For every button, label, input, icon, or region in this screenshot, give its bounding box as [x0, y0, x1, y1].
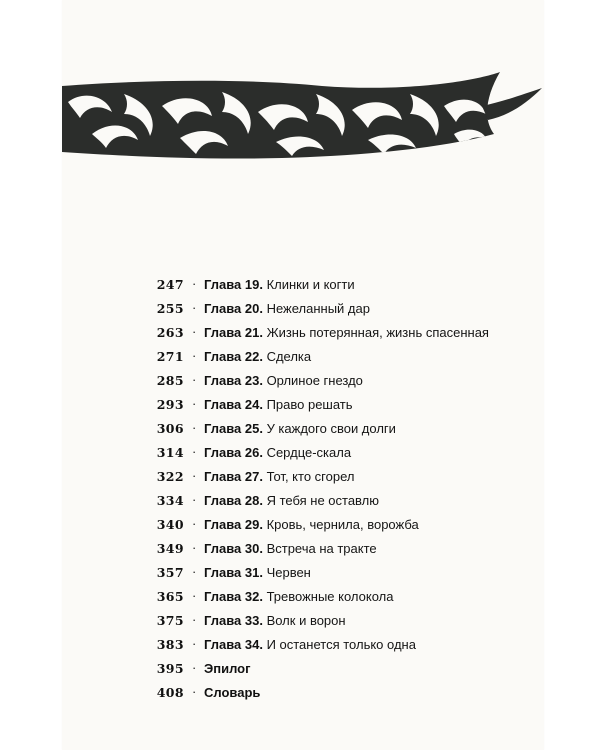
- toc-page-number: 306: [156, 421, 184, 436]
- ornament-band: [62, 72, 544, 168]
- toc-row[interactable]: [148, 467, 538, 491]
- toc-chapter-title: Тревожные колокола: [262, 589, 394, 604]
- toc-chapter-title: Орлиное гнездо: [262, 373, 363, 388]
- toc-chapter-title: Сердце-скала: [262, 445, 352, 460]
- toc-page-number: 322: [156, 469, 184, 484]
- toc-entry: [204, 685, 260, 700]
- toc-separator-dot: ·: [192, 588, 197, 603]
- toc-page-number: 334: [156, 493, 184, 508]
- toc-entry: [204, 397, 353, 412]
- toc-page-number: 293: [156, 397, 184, 412]
- toc-separator-dot: ·: [192, 684, 197, 699]
- toc-page-number: 375: [156, 613, 184, 628]
- toc-separator-dot: ·: [192, 372, 197, 387]
- toc-page-number: 263: [156, 325, 184, 340]
- toc-page-number: 408: [156, 685, 184, 700]
- toc-chapter-label: Глава 20.: [204, 301, 263, 316]
- toc-separator-dot: ·: [192, 396, 197, 411]
- toc-entry: [204, 637, 416, 652]
- toc-page-number: 271: [156, 349, 184, 364]
- toc-chapter-title: Нежеланный дар: [262, 301, 370, 316]
- toc-row[interactable]: [148, 443, 538, 467]
- toc-separator-dot: ·: [192, 516, 197, 531]
- toc-entry: [204, 301, 370, 316]
- toc-row[interactable]: [148, 683, 538, 707]
- ornament-tip: [482, 88, 542, 120]
- toc-chapter-title: И останется только одна: [262, 637, 416, 652]
- toc-chapter-title: Тот, кто сгорел: [262, 469, 355, 484]
- toc-chapter-label: Глава 28.: [204, 493, 263, 508]
- table-of-contents: [148, 275, 538, 707]
- toc-chapter-label: Глава 21.: [204, 325, 263, 340]
- toc-chapter-title: Червен: [262, 565, 311, 580]
- toc-row[interactable]: [148, 275, 538, 299]
- toc-chapter-label: Глава 27.: [204, 469, 263, 484]
- toc-separator-dot: ·: [192, 300, 197, 315]
- toc-row[interactable]: [148, 491, 538, 515]
- toc-row[interactable]: [148, 515, 538, 539]
- toc-separator-dot: ·: [192, 468, 197, 483]
- toc-separator-dot: ·: [192, 636, 197, 651]
- toc-separator-dot: ·: [192, 492, 197, 507]
- toc-entry: [204, 277, 355, 292]
- toc-row[interactable]: [148, 635, 538, 659]
- toc-chapter-title: Кровь, чернила, ворожба: [262, 517, 419, 532]
- toc-chapter-label: Глава 24.: [204, 397, 263, 412]
- toc-separator-dot: ·: [192, 660, 197, 675]
- toc-page-number: 349: [156, 541, 184, 556]
- toc-entry: [204, 325, 489, 340]
- toc-separator-dot: ·: [192, 324, 197, 339]
- toc-chapter-label: Глава 30.: [204, 541, 263, 556]
- toc-separator-dot: ·: [192, 444, 197, 459]
- toc-page-number: 365: [156, 589, 184, 604]
- toc-chapter-label: Эпилог: [204, 661, 251, 676]
- book-page: [62, 0, 544, 750]
- toc-row[interactable]: [148, 611, 538, 635]
- toc-chapter-title: Клинки и когти: [262, 277, 355, 292]
- toc-chapter-title: У каждого свои долги: [262, 421, 396, 436]
- toc-row[interactable]: [148, 395, 538, 419]
- toc-page-number: 285: [156, 373, 184, 388]
- toc-entry: [204, 373, 363, 388]
- toc-row[interactable]: [148, 659, 538, 683]
- toc-page-number: 340: [156, 517, 184, 532]
- toc-row[interactable]: [148, 587, 538, 611]
- toc-chapter-label: Глава 34.: [204, 637, 263, 652]
- toc-row[interactable]: [148, 347, 538, 371]
- toc-separator-dot: ·: [192, 276, 197, 291]
- toc-separator-dot: ·: [192, 612, 197, 627]
- toc-separator-dot: ·: [192, 348, 197, 363]
- toc-row[interactable]: [148, 371, 538, 395]
- toc-chapter-title: Право решать: [262, 397, 353, 412]
- toc-row[interactable]: [148, 299, 538, 323]
- toc-entry: [204, 517, 419, 532]
- toc-page-number: 357: [156, 565, 184, 580]
- toc-page-number: 247: [156, 277, 184, 292]
- toc-page-number: 255: [156, 301, 184, 316]
- toc-entry: [204, 445, 351, 460]
- toc-chapter-title: Я тебя не оставлю: [262, 493, 380, 508]
- toc-entry: [204, 421, 396, 436]
- toc-separator-dot: ·: [192, 564, 197, 579]
- toc-chapter-label: Глава 32.: [204, 589, 263, 604]
- toc-entry: [204, 469, 354, 484]
- toc-chapter-label: Глава 25.: [204, 421, 263, 436]
- toc-chapter-label: Глава 33.: [204, 613, 263, 628]
- toc-chapter-label: Глава 31.: [204, 565, 263, 580]
- toc-entry: [204, 565, 311, 580]
- toc-chapter-title: Встреча на тракте: [262, 541, 377, 556]
- toc-row[interactable]: [148, 419, 538, 443]
- toc-chapter-label: Глава 26.: [204, 445, 263, 460]
- toc-chapter-label: Словарь: [204, 685, 261, 700]
- toc-row[interactable]: [148, 563, 538, 587]
- toc-row[interactable]: [148, 323, 538, 347]
- toc-entry: [204, 661, 251, 676]
- toc-page-number: 395: [156, 661, 184, 676]
- toc-entry: [204, 541, 377, 556]
- toc-chapter-label: Глава 22.: [204, 349, 263, 364]
- toc-separator-dot: ·: [192, 420, 197, 435]
- toc-page-number: 314: [156, 445, 184, 460]
- toc-chapter-label: Глава 29.: [204, 517, 263, 532]
- toc-chapter-label: Глава 23.: [204, 373, 263, 388]
- toc-chapter-title: Сделка: [262, 349, 312, 364]
- toc-chapter-label: Глава 19.: [204, 277, 263, 292]
- toc-separator-dot: ·: [192, 540, 197, 555]
- toc-row[interactable]: [148, 539, 538, 563]
- toc-entry: [204, 613, 346, 628]
- toc-chapter-title: Волк и ворон: [262, 613, 346, 628]
- toc-entry: [204, 349, 311, 364]
- toc-entry: [204, 493, 379, 508]
- toc-entry: [204, 589, 393, 604]
- toc-page-number: 383: [156, 637, 184, 652]
- toc-chapter-title: Жизнь потерянная, жизнь спасенная: [262, 325, 489, 340]
